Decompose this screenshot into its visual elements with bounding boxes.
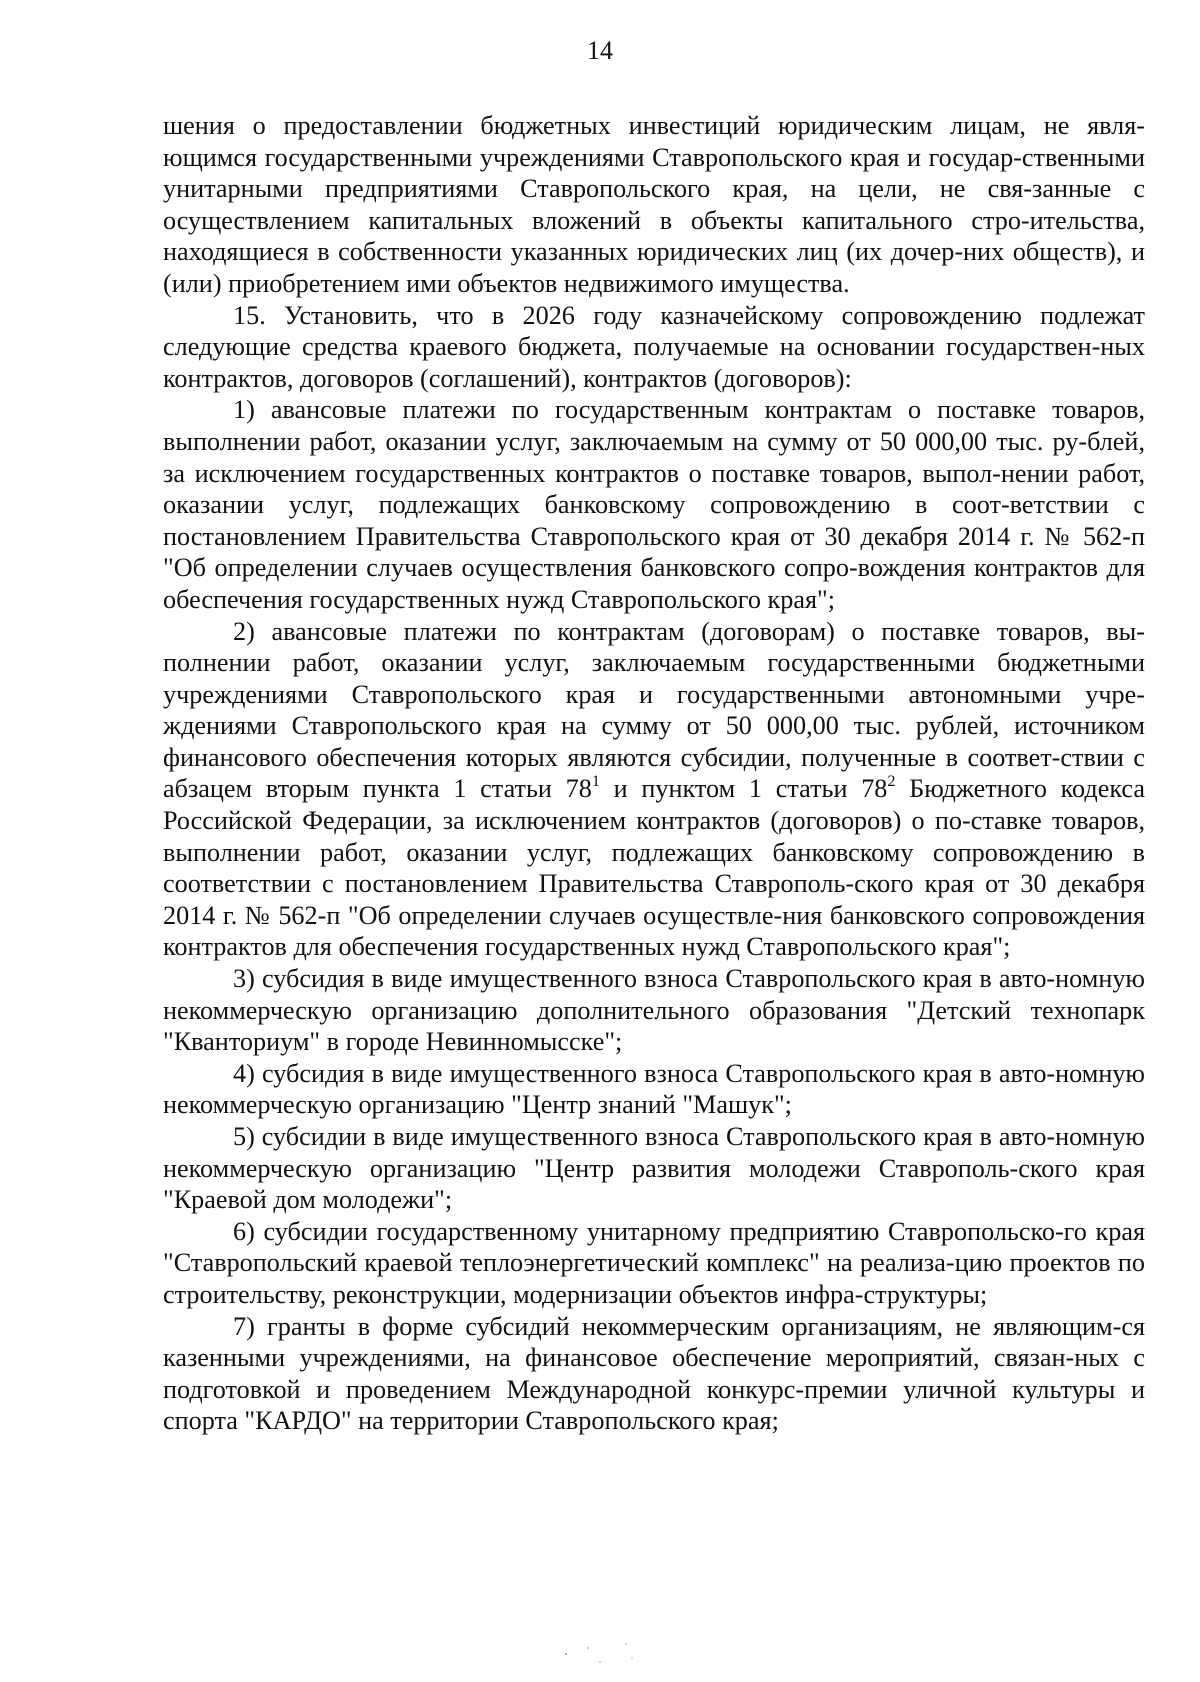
- subitem-3: 3) субсидия в виде имущественного взноса Ставропольского края в авто-номную некоммерческую организацию дополнительного образования "Детский технопарк "Кванториум" в городе Невинномысске";: [163, 964, 1145, 1057]
- subitem-1: 1) авансовые платежи по государственным контрактам о поставке товаров, выполнении работ, оказании услуг, заключаемым на сумму от 50 000,00 тыс. ру-блей, за исключением государственных контрактов о поставке товаров, выпол-нении работ, оказании услуг, подлежащих банковскому сопровождению в соот-ветствии с постановлением Правительства Ставропольского края от 30 декабря 2014 г. № 562-п "Об определении случаев осуществления банковского сопро-вождения контрактов для обеспечения государственных нужд Ставропольского края";: [163, 395, 1145, 614]
- subitem-7: 7) гранты в форме субсидий некоммерческим организациям, не являющим-ся казенными учреждениями, на финансовое обеспечение мероприятий, связан-ных с подготовкой и проведением Международной конкурс-премии уличной культуры и спорта "КАРДО" на территории Ставропольского края;: [163, 1311, 1145, 1436]
- subitem-2-text-end: Бюджетного кодекса Российской Федерации, за исключением контрактов (договоров) о по-ставке товаров, выполнении работ, оказании услуг, подлежащих банковскому сопровождению в соответствии с постановлением Правительства Ставрополь-ского края от 30 декабря 2014 г. № 562-п "Об определении случаев осуществле-ния банковского сопровождения контрактов для обеспечения государственных нужд Ставропольского края";: [163, 774, 1145, 962]
- subitem-4: 4) субсидия в виде имущественного взноса Ставропольского края в авто-номную некоммерческую организацию "Центр знаний "Машук";: [163, 1058, 1145, 1120]
- subitem-2-text-start: 2) авансовые платежи по контрактам (договорам) о поставке товаров, вы-полнении работ, оказании услуг, заключаемым государственными бюджетными учреждениями Ставропольского края и государственными автономными учре-ждениями Ставропольского края на сумму от 50 000,00 тыс. рублей, источником финансового обеспечения которых являются субсидии, полученные в соответ-ствии с абзацем вторым пункта 1 статьи 78: [163, 616, 1145, 804]
- superscript-2: 2: [887, 772, 896, 791]
- paragraph-continuation: шения о предоставлении бюджетных инвестиций юридическим лицам, не явля-ющимся государственными учреждениями Ставропольского края и государ-ственными унитарными предприятиями Ставропольского края, на цели, не свя-занные с осуществлением капитальных вложений в объекты капитального стро-ительства, находящиеся в собственности указанных юридических лиц (их дочер-них обществ), и (или) приобретением ими объектов недвижимого имущества.: [163, 111, 1145, 298]
- page-number: 14: [587, 36, 613, 65]
- subitem-2-text-middle: и пунктом 1 статьи 78: [599, 774, 888, 804]
- subitem-5: 5) субсидии в виде имущественного взноса Ставропольского края в авто-номную некоммерческую организацию "Центр развития молодежи Ставрополь-ского края "Краевой дом молодежи";: [163, 1122, 1145, 1215]
- paragraph-item-15: 15. Установить, что в 2026 году казначейскому сопровождению подлежат следующие средства краевого бюджета, получаемые на основании государствен-ных контрактов, договоров (соглашений), контрактов (договоров):: [163, 300, 1145, 393]
- scan-specks: [560, 1640, 640, 1670]
- superscript-1: 1: [591, 772, 600, 791]
- subitem-2: [163, 616, 1145, 964]
- subitem-6: 6) субсидии государственному унитарному предприятию Ставропольско-го края "Ставропольский краевой теплоэнергетический комплекс" на реализа-цию проектов по строительству, реконструкции, модернизации объектов инфра-структуры;: [163, 1216, 1145, 1309]
- document-body: [163, 110, 1145, 1437]
